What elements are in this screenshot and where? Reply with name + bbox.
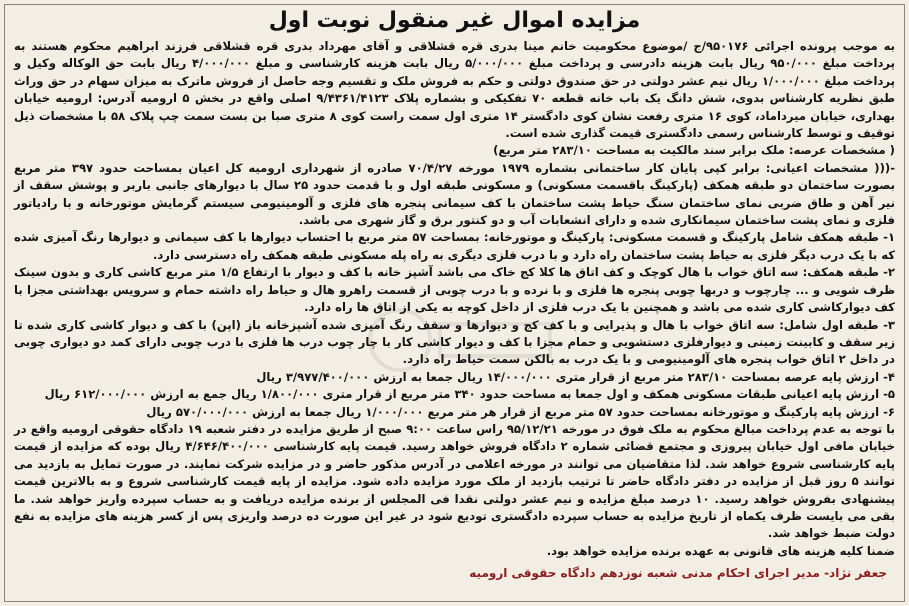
paragraph-item-4: ۴- ارزش پایه عرصه بمساحت ۲۸۳/۱۰ متر مربع از قرار متری ۱۴/۰۰۰/۰۰۰ ریال جمعا به ارزش ۳/۹۷۷/۴۰۰/۰۰۰ ریال [256,369,895,384]
paragraph-item-1: ۱- طبقه همکف شامل پارکینگ و قسمت مسکونی: پارکینگ و موتورخانه: بمساحت ۵۷ متر مربع با احتساب دیوارها با کف سیمانی و دیوارها رنگ آمیزی شده که با یک درب دیگر فلزی به حیاط پشت ساختمان راه دارد و با درب فلزی دیگری به راه پله مسکونی طبقه همکف راه دسترسی دارد. [14,230,896,262]
paragraph-building-specs: -((( مشخصات اعیانی: برابر کپی پایان کار ساختمانی بشماره ۱۹۷۹ مورخه ۷۰/۴/۲۷ صادره از شهرداری ارومیه کل اعیان بمساحت حدود ۳۹۷ متر مربع بصورت ساختمان دو طبقه همکف (پارکینگ باقسمت مسکونی) و مسکونی طبقه اول و با قدمت حدود ۲۵ سال با دیوارهای جانبی باربر و پوشش سقف از نیر آهن و طاق ضربی نمای ساختمان سنگ حیاط پشت ساختمان با کف سیمانی پنجره های فلزی و آلومینیومی سیستم گرمایش موتورخانه و با رادیاتور فلزی و نمای پشت ساختمان سیمانکاری شده و دارای انشعابات آب و دو کنتور برق و گاز شهری می باشد. [14,160,896,228]
paragraph-item-2: ۲- طبقه همکف: سه اتاق خواب با هال کوچک و کف اتاق ها کلا کج خاک می باشد آشپز خانه با کف و دیوار با ارتفاع ۱/۵ متر مربع کاشی کاری و بدون سینک ظرف شویی و ... چارچوب و دربها چوبی پنجره ها فلزی و با نرده و با درب چوبی از قسمت راهرو هال و حیاط راه داشته حمام و سرویس بهداشتی مجزا با کف دیوارکاشی کاری شده می باشد و همچنین با یک درب فلزی از داخل کوچه به یکی از اتاق ها راه دارد. [14,265,895,315]
notice-title: مزایده اموال غیر منقول نوبت اول [268,8,641,33]
paragraph-item-3: ۳- طبقه اول شامل: سه اتاق خواب با هال و پذیرایی و با کف کج و دیوارها و سقف رنگ آمیزی شده آشپزخانه باز (اپن) با کف و دیوار کاشی کاری شده تا زیر سقف و کابینت زمینی و دیوارفلزی دستشویی و حمام مجزا با کف و دیوار کاشی کار با چار چوب درب ها فلزی با درب چوبی دارای کمد دو دیواری چوبی در داخل ۲ اتاق خواب پنجره های آلومینیومی و با یک درب به بالکن سمت حیاط راه دارد. [14,317,895,367]
paragraph-item-5: ۵- ارزش پایه اعیانی طبقات مسکونی همکف و اول جمعا به مساحت حدود ۳۴۰ متر مربع از قرار متری ۱/۸۰۰/۰۰۰ ریال جمع به ارزش ۶۱۲/۰۰۰/۰۰۰ ریال [44,387,895,402]
notice-body [14,38,895,560]
paragraph-costs: ضمنا کلیه هزینه های قانونی به عهده برنده مزایده خواهد بود. [546,543,895,558]
paragraph-land-specs: ( مشخصات عرصه: ملک برابر سند مالکیت به مساحت ۲۸۳/۱۰ متر مربع) [493,143,895,158]
paragraph-intro: به موجب پرونده اجرائی ۹۵۰۱۷۶/ج /موضوع محکومیت خانم مینا بدری قره قشلاقی و آقای مهرداد بدری قره قشلاقی فرزند ابراهیم محکوم هستند به پرداخت مبلغ ۹۵۰/۰۰۰ ریال بابت هزینه دادرسی و پرداخت مبلغ ۵/۰۰۰/۰۰۰ ریال بابت هزینه کارشناسی و مبلغ ۴/۰۰۰/۰۰۰ ریال بابت حق الوکاله وکیل و پرداخت مبلغ ۱/۰۰۰/۰۰۰ ریال نیم عشر دولتی در حق صندوق دولتی و حکم به فروش ملک و تقسیم وجه حاصل از فروش ماترک به میزان سهام در حق وراث طبق نظریه کارشناس بدوی، شش دانگ یک باب خانه قطعه ۷۰ تفکیکی و بشماره پلاک ۹/۴۳۶۱/۴۱۲۳ اصلی واقع در بخش ۵ ارومیه آدرس: ارومیه خیابان بهداری، خیابان میرداماد، کوی ۱۶ متری رفعت نشان کوی دادگستر ۱۴ متری اول سمت راست کوی ۸ متری صبا بن بست سمت چپ پلاک ۵۸ با مشخصات ذیل توقیف و توسط کارشناس رسمی دادگستری قیمت گذاری شده است. [14,39,896,141]
paragraph-item-6: ۶- ارزش پایه پارکینگ و موتورخانه بمساحت حدود ۵۷ متر مربع از قرار هر متر مربع ۱/۰۰۰/۰۰۰ ریال جمعا به ارزش ۵۷۰/۰۰۰/۰۰۰ ریال [146,404,895,419]
paragraph-auction-terms: با توجه به عدم پرداخت مبالغ محکوم به ملک فوق در مورخه ۹۵/۱۲/۲۱ راس ساعت ۹:۰۰ صبح از طریق مزایده در دفتر شعبه ۱۹ دادگاه حقوقی ارومیه واقع در خیابان مافی اول خیابان پیروزی و مجتمع قضائی شماره ۲ دادگاه فروش خواهد رسید. قیمت پایه کارشناسی ۴/۶۴۶/۴۰۰/۰۰۰ ریال بوده که مزایده از قیمت پایه کارشناسی شروع خواهد شد. لذا متقاضیان می توانند در مورخه اعلامی در آدرس مذکور حاضر و در مزایده شرکت نمایند. در صورت تمایل به بازدید می توانند ۵ روز قبل از مزایده در دفتر دادگاه حاضر تا ترتیب بازدید از ملک مورد مزایده داده شود. مزایده از پایه قیمت کارشناسی شروع و به بالاترین قیمت پیشنهادی بفروش خواهد رسید. ۱۰ درصد مبلغ مزایده و نیم عشر دولتی نقدا فی المجلس از برنده مزایده دریافت و به حساب سپرده واریز خواهد شد. ما بقی می بایست ظرف یکماه از تاریخ مزایده به حساب سپرده دادگستری تودیع شود در غیر این صورت ده درصد واریزی پس از کسر هزینه های مزایده به نفع دولت ضبط خواهد شد. [14,421,896,541]
signature-line: جعفر نژاد- مدیر اجرای احکام مدنی شعبه نوزدهم دادگاه حقوقی ارومیه [469,566,887,581]
